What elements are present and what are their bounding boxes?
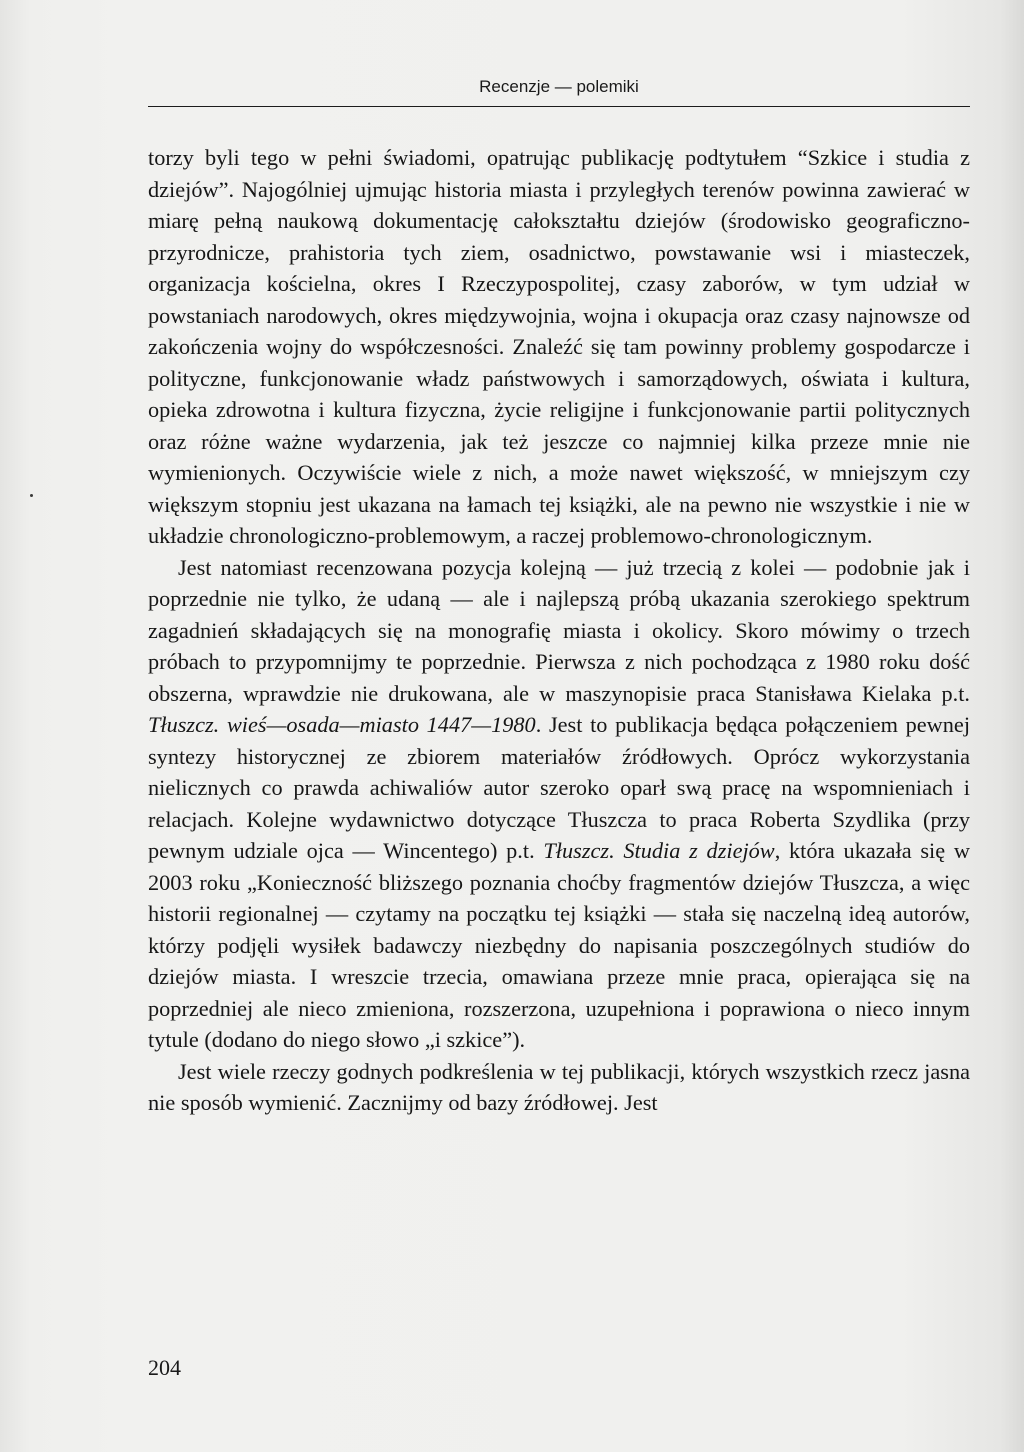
paragraph-1-text: torzy byli tego w pełni świadomi, opatrując publikację podtytułem “Szkice i studia z dziejów”. Najogólniej ujmując historia miasta i przyległych terenów powinna zawierać w miarę pełną naukową dokumentację całokształtu dziejów (środowisko geograficzno-przyrodnicze, prahistoria tych ziem, osadnictwo, powstawanie wsi i miasteczek, organizacja kościelna, okres I Rzeczypospolitej, czasy zaborów, w tym udział w powstaniach narodowych, okres międzywojnia, wojna i okupacja oraz czasy najnowsze od zakończenia wojny do współczesności. Znaleźć się tam powinny problemy gospodarcze i polityczne, funkcjonowanie władz państwowych i samorządowych, oświata i kultura, opieka zdrowotna i kultura fizyczna, życie religijne i funkcjonowanie partii politycznych oraz różne ważne wydarzenia, jak też jeszcze co najmniej kilka przeze mnie nie wymienionych. Oczywiście wiele z nich, a może nawet większość, w mniejszym czy większym stopniu jest ukazana na łamach tej książki, ale na pewno nie wszystkie i nie w układzie chronologiczno-problemowym, a raczej problemowo-chronologicznym. bbox=[148, 145, 970, 548]
book-title-szydlik: Tłuszcz. Studia z dziejów bbox=[543, 838, 775, 863]
paragraph-1 bbox=[148, 142, 970, 552]
page-number: 204 bbox=[148, 1355, 181, 1380]
scan-speck bbox=[30, 494, 33, 497]
running-head: Recenzje — polemiki bbox=[479, 77, 639, 96]
page-header bbox=[148, 72, 970, 107]
paragraph-2-text-b: . Jest to publikacja będąca połączeniem pewnej syntezy historycznej ze zbiorem materiałów źródłowych. Oprócz wykorzystania nielicznych co prawda achiwaliów autor szeroko oparł swą pracę na wspomnieniach i relacjach. Kolejne wydawnictwo dotyczące Tłuszcza to praca Roberta Szydlika (przy pewnym udziale ojca — Wincentego) p.t. bbox=[148, 712, 971, 863]
paragraph-2-text-a: Jest natomiast recenzowana pozycja kolejną — już trzecią z kolei — podobnie jak i poprzednie nie tylko, że udaną — ale i najlepszą próbą ukazania szerokiego spektrum zagadnień składających się na monografię miasta i okolicy. Skoro mówimy o trzech próbach to przypomnijmy te poprzednie. Pierwsza z nich pochodząca z 1980 roku dość obszerna, wprawdzie nie drukowana, ale w maszynopisie praca Stanisława Kielaka p.t. bbox=[148, 554, 970, 706]
book-title-kielak: Tłuszcz. wieś—osada—miasto 1447—1980 bbox=[148, 712, 536, 737]
paragraph-2 bbox=[148, 552, 970, 1056]
paragraph-3-text: Jest wiele rzeczy godnych podkreślenia w tej publikacji, których wszystkich rzecz jasna nie sposób wymienić. Zacznijmy od bazy źródłowej. Jest bbox=[148, 1058, 970, 1115]
body-text bbox=[148, 142, 970, 1119]
paragraph-3 bbox=[148, 1056, 970, 1119]
paragraph-2-text-c: , która ukazała się w 2003 roku „Konieczność bliższego poznania choćby fragmentów dziejów Tłuszcza, a więc historii regionalnej — czytamy na początku tej książki — stała się naczelną ideą autorów, którzy podjęli wysiłek badawczy niezbędny do napisania poszczególnych studiów do dziejów miasta. I wreszcie trzecia, omawiana przeze mnie praca, opierająca się na poprzedniej ale nieco zmieniona, rozszerzona, uzupełniona i poprawiona o nieco innym tytule (dodano do niego słowo „i szkice”). bbox=[148, 838, 970, 1052]
